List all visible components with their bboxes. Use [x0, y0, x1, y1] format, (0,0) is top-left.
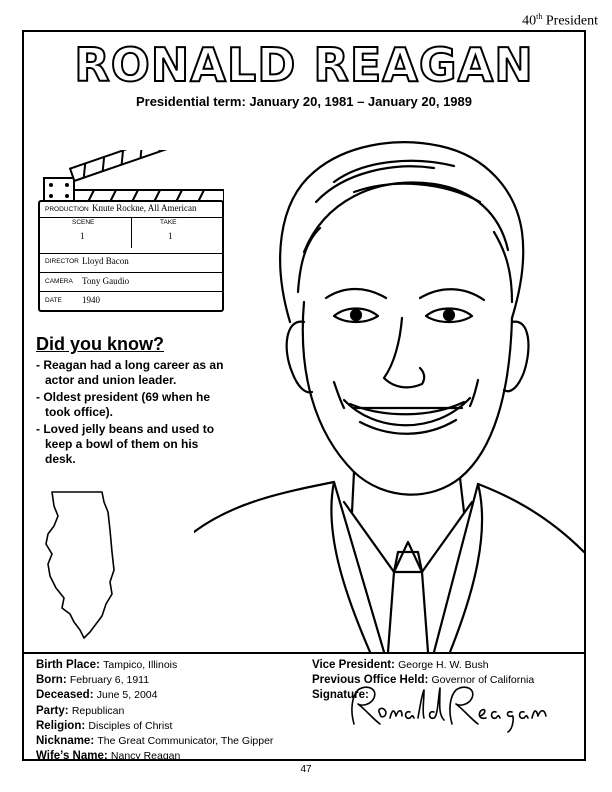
- deceased-row: [36, 688, 273, 703]
- party-row: [36, 704, 273, 719]
- deceased-label: Deceased:: [36, 689, 94, 702]
- previous-office-value: Governor of California: [431, 674, 535, 687]
- reagan-portrait-illustration: [194, 132, 584, 652]
- production-label: PRODUCTION: [45, 206, 89, 213]
- born-value: February 6, 1911: [69, 674, 150, 687]
- signature-image: [340, 680, 550, 736]
- party-label: Party:: [36, 704, 69, 717]
- birth-place-value: Tampico, Illinois: [103, 659, 178, 671]
- president-word: President: [545, 13, 598, 29]
- take-value: 1: [168, 231, 173, 241]
- religion-value: Disciples of Christ: [88, 719, 173, 732]
- camera-value: Tony Gaudio: [82, 276, 130, 286]
- page-frame: [22, 30, 586, 761]
- director-label: DIRECTOR: [45, 258, 79, 265]
- president-number-label: [522, 12, 598, 30]
- info-left-column: [36, 658, 273, 764]
- camera-label: CAMERA: [45, 278, 73, 285]
- nickname-value: The Great Communicator, The Gipper: [97, 735, 274, 748]
- fact-item: - Loved jelly beans and used to keep a bowl of them on his desk.: [36, 422, 226, 467]
- nickname-label: Nickname:: [36, 735, 95, 748]
- fact-item: - Reagan had a long career as an actor and union leader.: [36, 358, 226, 388]
- party-value: Republican: [71, 704, 125, 717]
- date-label: DATE: [45, 297, 62, 304]
- page-title: RONALD REAGAN: [74, 38, 534, 92]
- born-row: [36, 673, 273, 688]
- born-label: Born:: [36, 674, 67, 687]
- birth-place-label: Birth Place:: [36, 659, 100, 671]
- deceased-value: June 5, 2004: [96, 689, 158, 702]
- president-number: 40: [522, 13, 537, 29]
- nickname-row: [36, 734, 273, 749]
- scene-label: SCENE: [72, 219, 95, 226]
- vice-president-row: [312, 658, 534, 673]
- wife-value: Nancy Reagan: [110, 750, 181, 763]
- fact-item: - Oldest president (69 when he took office).: [36, 390, 226, 420]
- religion-row: [36, 719, 273, 734]
- previous-office-label: Previous Office Held:: [312, 674, 429, 687]
- director-value: Lloyd Bacon: [82, 256, 129, 266]
- birth-place-row: [36, 658, 273, 673]
- vice-president-value: George H. W. Bush: [398, 659, 489, 671]
- scene-value: 1: [80, 231, 85, 241]
- take-label: TAKE: [160, 219, 177, 226]
- ordinal-suffix: th: [536, 12, 543, 21]
- presidential-term: Presidential term: January 20, 1981 – January 20, 1989: [135, 94, 473, 109]
- wife-row: [36, 749, 273, 764]
- wife-label: Wife’s Name:: [36, 750, 108, 763]
- date-value: 1940: [82, 295, 100, 305]
- illinois-state-map-icon: [44, 490, 126, 640]
- vice-president-label: Vice President:: [312, 659, 395, 671]
- production-value: Knute Rockne, All American: [92, 203, 197, 213]
- religion-label: Religion:: [36, 719, 86, 732]
- did-you-know-heading: Did you know?: [36, 334, 164, 354]
- signature-label: Signature:: [312, 689, 369, 702]
- page-number: 47: [300, 764, 312, 775]
